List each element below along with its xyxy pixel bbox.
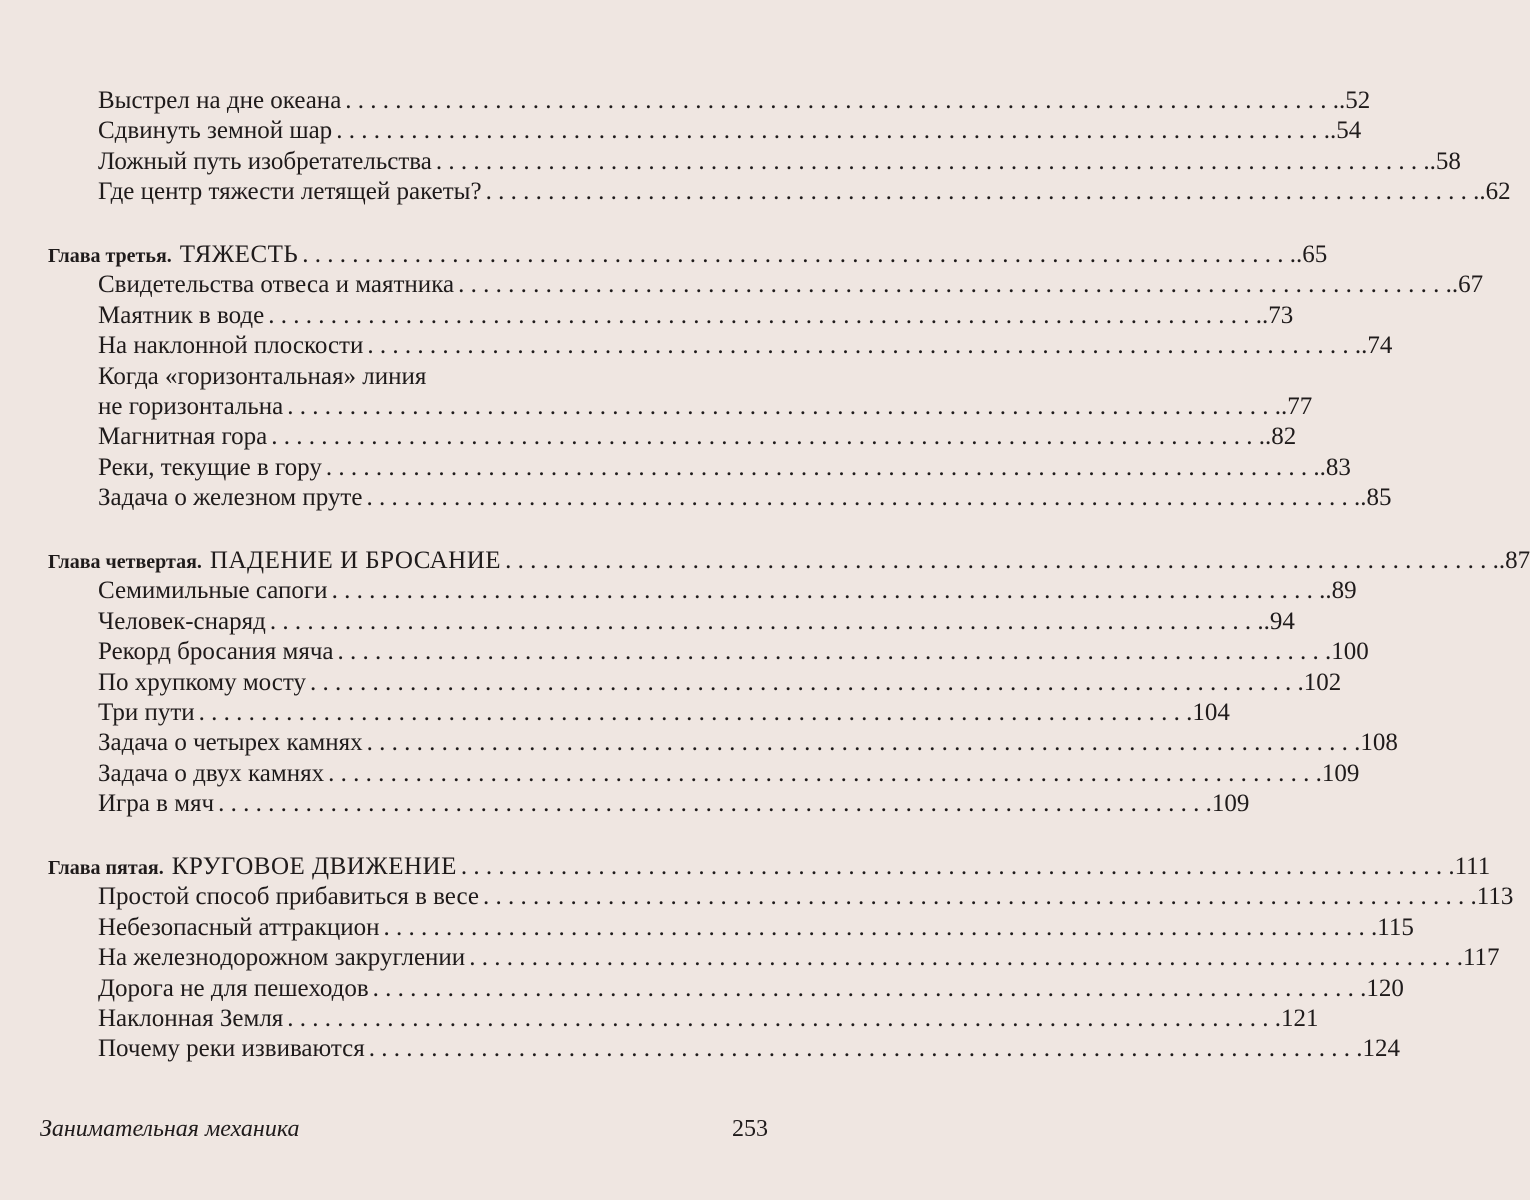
dot-leader: . . . . . . . . . . . . . . . . . . . . . . . . . . . . . . . . . . . . . . . . . . . . . . . . . . . . . . . . . . . . . . . . . . . . . . . . . . . . . . . . — [366, 484, 1361, 512]
leader-dot: . — [1451, 271, 1459, 299]
dot-leader: . . . . . . . . . . . . . . . . . . . . . . . . . . . . . . . . . . . . . . . . . . . . . . . . . . . . . . . . . . . . . . . . . . . . . . . . . . . . . . . . — [368, 1035, 1363, 1063]
dot-leader: . . . . . . . . . . . . . . . . . . . . . . . . . . . . . . . . . . . . . . . . . . . . . . . . . . . . . . . . . . . . . . . . . . . . . . . . . . . . . . . . — [302, 241, 1296, 269]
entry-title: Ложный путь изобретательства — [98, 147, 432, 175]
entry-title: Небезопасный аттракцион — [98, 913, 380, 941]
toc-entry — [48, 1034, 1400, 1064]
entry-title: Реки, текущие в гору — [98, 453, 322, 481]
leader-dot: . — [1479, 178, 1486, 206]
leader-dot: . — [1264, 423, 1272, 451]
entry-title: Почему реки извиваются — [98, 1035, 365, 1063]
chapter-title: ПАДЕНИЕ И БРОСАНИЕ — [209, 547, 502, 575]
page-ref: 109 — [1321, 759, 1360, 787]
chapter-title: ТЯЖЕСТЬ — [179, 241, 299, 269]
dot-leader: . . . . . . . . . . . . . . . . . . . . . . . . . . . . . . . . . . . . . . . . . . . . . . . . . . . . . . . . . . . . . . . . . . . . . . . . . . . . . . . . — [483, 883, 1477, 911]
page-ref: 62 — [1485, 178, 1511, 206]
leader-dot: . — [1319, 453, 1326, 481]
entry-title: Где центр тяжести летящей ракеты? — [98, 178, 482, 206]
page-ref: 58 — [1435, 147, 1461, 175]
dot-leader: . . . . . . . . . . . . . . . . . . . . . . . . . . . . . . . . . . . . . . . . . . . . . . . . . . . . . . . . . . . . . . . . . . . . . . . . . . . . . . . . — [469, 944, 1463, 972]
dot-leader: . . . . . . . . . . . . . . . . . . . . . . . . . . . . . . . . . . . . . . . . . . . . . . . . . . . . . . . . . . . . . . . . . . . . . . . . . . . . . . . . — [345, 87, 1340, 114]
page-ref: 94 — [1269, 607, 1295, 635]
leader-dot: . — [1360, 484, 1367, 512]
page-ref: 89 — [1331, 577, 1357, 605]
leader-dot: . — [1296, 241, 1303, 269]
entry-title: Игра в мяч — [98, 790, 215, 818]
leader-dot: . — [1498, 547, 1506, 575]
entry-title: Наклонная Земля — [98, 1005, 284, 1033]
page-ref: 73 — [1268, 301, 1294, 329]
dot-leader: . . . . . . . . . . . . . . . . . . . . . . . . . . . . . . . . . . . . . . . . . . . . . . . . . . . . . . . . . . . . . . . . . . . . . . . . . . . . . . . . — [271, 423, 1265, 451]
chapter-heading — [48, 546, 1530, 576]
table-of-contents — [48, 86, 1530, 1065]
dot-leader: . . . . . . . . . . . . . . . . . . . . . . . . . . . . . . . . . . . . . . . . . . . . . . . . . . . . . . . . . . . . . . . . . . . . . . . . . . . . . . . . — [287, 1005, 1282, 1033]
dot-leader: . . . . . . . . . . . . . . . . . . . . . . . . . . . . . . . . . . . . . . . . . . . . . . . . . . . . . . . . . . . . . . . . . . . . . . . . . . . . . . . . — [435, 147, 1430, 175]
leader-dot: . — [1429, 147, 1436, 175]
leader-dot: . — [1339, 87, 1346, 114]
toc-entry — [48, 1004, 1319, 1034]
dot-leader: . . . . . . . . . . . . . . . . . . . . . . . . . . . . . . . . . . . . . . . . . . . . . . . . . . . . . . . . . . . . . . . . . . . . . . . . . . . . . . . . — [505, 547, 1499, 575]
toc-entry — [48, 301, 1294, 331]
leader-dot: . — [1281, 393, 1288, 421]
chapter-label: Глава пятая. — [48, 857, 164, 880]
page-number: 253 — [732, 1116, 768, 1142]
entry-title: Задача о четырех камнях — [98, 729, 363, 757]
page-ref: 83 — [1325, 453, 1351, 481]
page-ref: 117 — [1462, 944, 1500, 972]
dot-leader: . . . . . . . . . . . . . . . . . . . . . . . . . . . . . . . . . . . . . . . . . . . . . . . . . . . . . . . . . . . . . . . . . . . . . . . . . . . . . . . . — [383, 913, 1378, 941]
toc-entry — [48, 882, 1514, 912]
page-ref: 108 — [1360, 729, 1398, 757]
page-ref: 121 — [1281, 1005, 1319, 1033]
dot-leader: . . . . . . . . . . . . . . . . . . . . . . . . . . . . . . . . . . . . . . . . . . . . . . . . . . . . . . . . . . . . . . . . . . . . . . . . . . . . . . . . — [336, 117, 1330, 145]
page-ref: 109 — [1211, 790, 1250, 818]
toc-entry — [48, 86, 1371, 116]
toc-entry — [48, 362, 772, 392]
dot-leader: . . . . . . . . . . . . . . . . . . . . . . . . . . . . . . . . . . . . . . . . . . . . . . . . . . . . . . . . . . . . . . . . . . . . . . . . . . . . . . . . — [287, 393, 1281, 421]
dot-leader: . . . . . . . . . . . . . . . . . . . . . . . . . . . . . . . . . . . . . . . . . . . . . . . . . . . . . . . . . . . . . . . . . . . . . . . . . . . . . . . . — [218, 790, 1212, 818]
leader-dot: . — [1361, 332, 1368, 360]
toc-entry — [48, 147, 1461, 177]
entry-title: Когда «горизонтальная» линия — [98, 362, 427, 390]
page-ref: 124 — [1362, 1035, 1400, 1063]
entry-title: Человек-снаряд — [98, 607, 266, 635]
dot-leader: . . . . . . . . . . . . . . . . . . . . . . . . . . . . . . . . . . . . . . . . . . . . . . . . . . . . . . . . . . . . . . . . . . . . . . . . . . . . . . . . — [328, 759, 1322, 787]
page-ref: 115 — [1377, 913, 1414, 941]
chapter-title-group — [48, 852, 457, 883]
page-ref: 54 — [1336, 117, 1362, 145]
entry-title: На железнодорожном закруглении — [98, 944, 466, 972]
page-ref: 82 — [1271, 423, 1297, 451]
toc-entry — [48, 607, 1295, 637]
dot-leader: . . . . . . . . . . . . . . . . . . . . . . . . . . . . . . . . . . . . . . . . . . . . . . . . . . . . . . . . . . . . . . . . . . . . . . . . . . . . . . . . — [268, 301, 1262, 329]
entry-title: Рекорд бросания мяча — [98, 638, 334, 666]
toc-entry — [48, 943, 1500, 973]
dot-leader: . . . . . . . . . . . . . . . . . . . . . . . . . . . . . . . . . . . . . . . . . . . . . . . . . . . . . . . . . . . . . . . . . . . . . . . . . . . . . . . . — [367, 332, 1362, 360]
toc-entry — [48, 668, 1342, 698]
entry-title: Задача о железном пруте — [98, 484, 363, 512]
chapter-title-group — [48, 240, 298, 271]
page-ref: 52 — [1345, 87, 1371, 114]
entry-title: Сдвинуть земной шар — [98, 117, 333, 145]
running-title: Занимательная механика — [40, 1116, 300, 1142]
spacer — [48, 820, 772, 853]
entry-title: Три пути — [98, 699, 195, 727]
dot-leader: . . . . . . . . . . . . . . . . . . . . . . . . . . . . . . . . . . . . . . . . . . . . . . . . . . . . . . . . . . . . . . . . . . . . . . . . . . . . . . . . — [460, 853, 1455, 881]
chapter-label: Глава четвертая. — [48, 551, 202, 574]
dot-leader: . . . . . . . . . . . . . . . . . . . . . . . . . . . . . . . . . . . . . . . . . . . . . . . . . . . . . . . . . . . . . . . . . . . . . . . . . . . . . . . . — [485, 178, 1480, 206]
page-ref: 113 — [1476, 883, 1514, 911]
dot-leader: . . . . . . . . . . . . . . . . . . . . . . . . . . . . . . . . . . . . . . . . . . . . . . . . . . . . . . . . . . . . . . . . . . . . . . . . . . . . . . . . — [372, 974, 1367, 1002]
entry-title: Маятник в воде — [98, 301, 265, 329]
toc-entry — [48, 331, 1393, 361]
entry-title: Свидетельства отвеса и маятника — [98, 271, 455, 299]
toc-entry — [48, 483, 1392, 513]
leader-dot: . — [1325, 577, 1332, 605]
spacer — [48, 514, 772, 547]
dot-leader: . . . . . . . . . . . . . . . . . . . . . . . . . . . . . . . . . . . . . . . . . . . . . . . . . . . . . . . . . . . . . . . . . . . . . . . . . . . . . . . . — [331, 577, 1326, 605]
toc-entry — [48, 974, 1404, 1004]
spacer — [48, 208, 772, 241]
page-ref: 111 — [1454, 853, 1491, 881]
toc-entry — [48, 116, 1362, 146]
page-ref: 120 — [1366, 974, 1404, 1002]
toc-entry — [48, 422, 1297, 452]
toc-entry — [48, 576, 1357, 606]
dot-leader: . . . . . . . . . . . . . . . . . . . . . . . . . . . . . . . . . . . . . . . . . . . . . . . . . . . . . . . . . . . . . . . . . . . . . . . . . . . . . . . . — [309, 668, 1304, 696]
page-ref: 85 — [1366, 484, 1392, 512]
page-ref: 77 — [1287, 393, 1313, 421]
entry-title: Дорога не для пешеходов — [98, 974, 369, 1002]
dot-leader: . . . . . . . . . . . . . . . . . . . . . . . . . . . . . . . . . . . . . . . . . . . . . . . . . . . . . . . . . . . . . . . . . . . . . . . . . . . . . . . . — [458, 271, 1452, 299]
chapter-title: КРУГОВОЕ ДВИЖЕНИЕ — [171, 853, 457, 881]
entry-title: На наклонной плоскости — [98, 332, 364, 360]
leader-dot: . — [1329, 117, 1337, 145]
leader-dot: . — [1263, 607, 1270, 635]
dot-leader: . . . . . . . . . . . . . . . . . . . . . . . . . . . . . . . . . . . . . . . . . . . . . . . . . . . . . . . . . . . . . . . . . . . . . . . . . . . . . . . . — [198, 699, 1193, 727]
toc-entry — [48, 392, 1313, 422]
page-ref: 65 — [1302, 241, 1328, 269]
chapter-heading — [48, 240, 1328, 270]
page-ref: 67 — [1458, 271, 1484, 299]
toc-entry — [48, 789, 1250, 819]
toc-entry — [48, 453, 1351, 483]
toc-entry — [48, 759, 1360, 789]
entry-title: Простой способ прибавиться в весе — [98, 883, 480, 911]
chapter-label: Глава третья. — [48, 245, 172, 268]
entry-title: не горизонтальна — [98, 393, 284, 421]
entry-title: Семимильные сапоги — [98, 577, 328, 605]
page-footer — [40, 1116, 768, 1143]
toc-entry — [48, 698, 1230, 728]
leader-dot: . — [1261, 301, 1269, 329]
page-ref: 87 — [1505, 547, 1530, 575]
page-ref: 102 — [1303, 668, 1342, 696]
entry-title: Задача о двух камнях — [98, 759, 325, 787]
toc-entry — [48, 177, 1511, 207]
toc-entry — [48, 913, 1414, 943]
chapter-heading — [48, 852, 1491, 882]
entry-title: Магнитная гора — [98, 423, 268, 451]
page-ref: 74 — [1367, 332, 1393, 360]
chapter-title-group — [48, 546, 501, 577]
dot-leader: . . . . . . . . . . . . . . . . . . . . . . . . . . . . . . . . . . . . . . . . . . . . . . . . . . . . . . . . . . . . . . . . . . . . . . . . . . . . . . . . — [337, 638, 1332, 666]
toc-entry — [48, 728, 1398, 758]
entry-title: По хрупкому мосту — [98, 668, 306, 696]
dot-leader: . . . . . . . . . . . . . . . . . . . . . . . . . . . . . . . . . . . . . . . . . . . . . . . . . . . . . . . . . . . . . . . . . . . . . . . . . . . . . . . . — [325, 453, 1320, 481]
page-ref: 104 — [1192, 699, 1230, 727]
dot-leader: . . . . . . . . . . . . . . . . . . . . . . . . . . . . . . . . . . . . . . . . . . . . . . . . . . . . . . . . . . . . . . . . . . . . . . . . . . . . . . . . — [269, 607, 1264, 635]
toc-entry — [48, 637, 1369, 667]
toc-entry — [48, 270, 1484, 300]
entry-title: Выстрел на дне океана — [98, 87, 342, 114]
page-ref: 100 — [1331, 638, 1369, 666]
dot-leader: . . . . . . . . . . . . . . . . . . . . . . . . . . . . . . . . . . . . . . . . . . . . . . . . . . . . . . . . . . . . . . . . . . . . . . . . . . . . . . . . — [366, 729, 1361, 757]
